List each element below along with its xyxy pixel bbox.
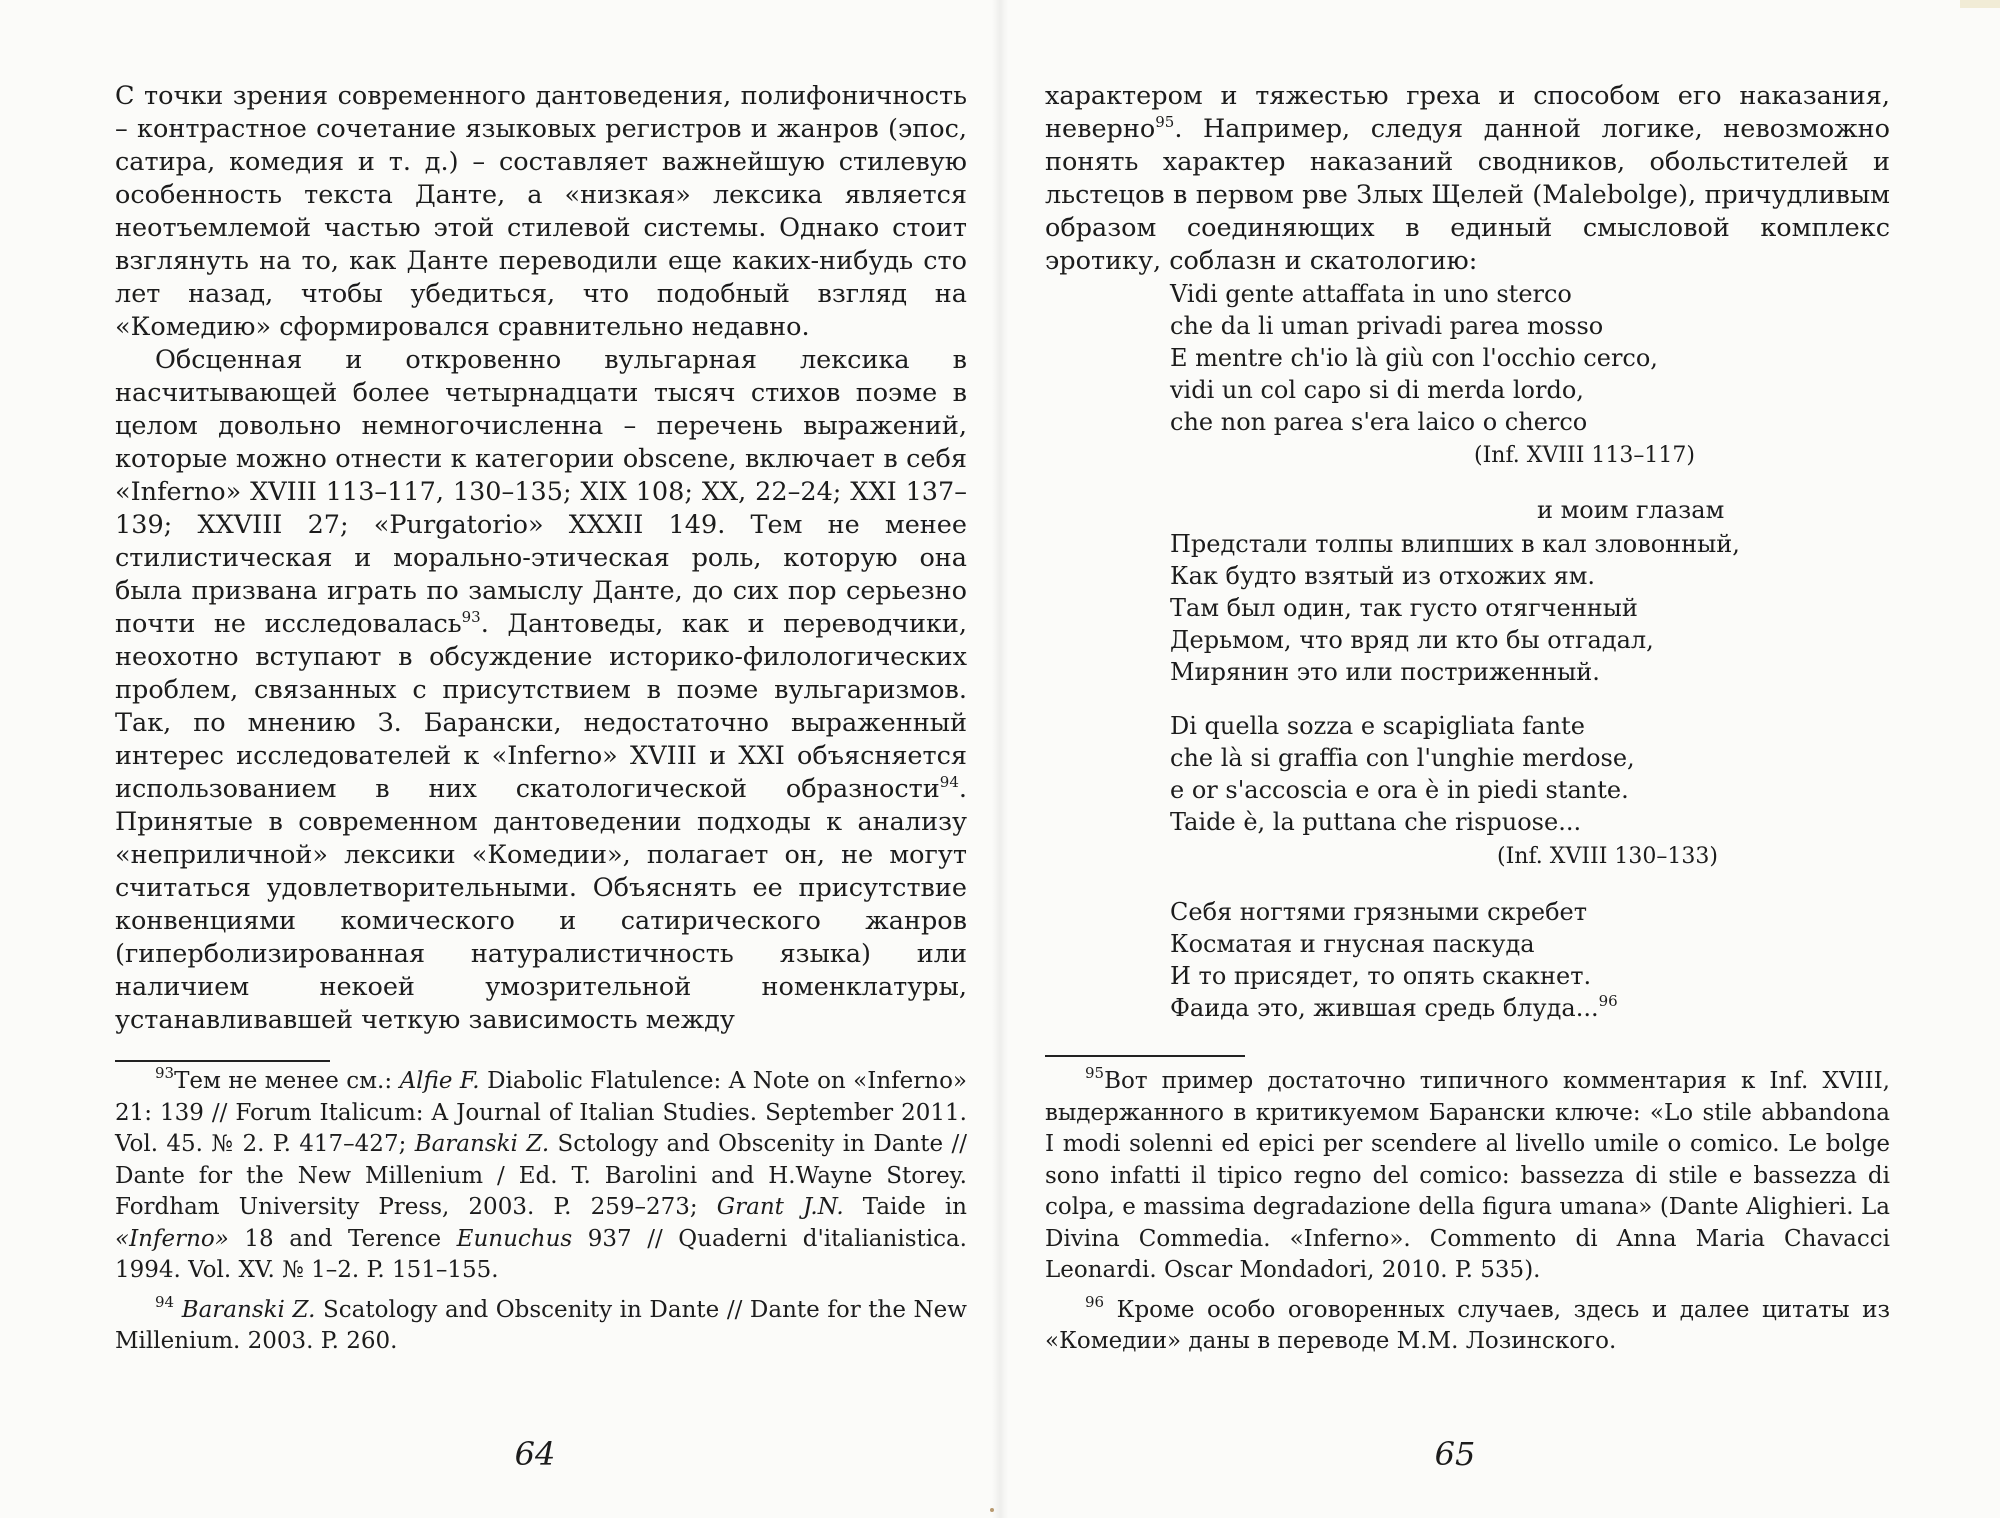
verse-line: Косматая и гнусная паскуда xyxy=(1170,930,1535,958)
footnote-96: $^{96}$ Кроме особо оговоренных случаев, здесь и далее цитаты из «Комедии» даны в переводе М.М. Лозинского. xyxy=(1045,1292,1890,1354)
left-paragraph-1: С точки зрения современного дантоведения, полифоничность – контрастное сочетание языковых регистров и жанров (эпос, сатира, комедия и т. д.) – составляет важнейшую стилевую особенность текста Данте, а «низкая» лексика является неотъемлемой частью этой стилевой системы. Однако стоит взглянуть на то, как Данте переводили еще каких-нибудь сто лет назад, чтобы убедиться, что подобный взгляд на «Комедию» сформировался сравнительно недавно. xyxy=(115,81,967,342)
footnote-94: $^{94}$ Baranski Z. Scatology and Obscenity in Dante // Dante for the New Millenium. 2003. P. 260. xyxy=(115,1292,967,1354)
verse-line: vidi un col capo si di merda lordo, xyxy=(1170,376,1584,404)
citation-2: (Inf. XVIII 130–133) xyxy=(1497,844,1718,869)
verse-line: Как будто взятый из отхожих ям. xyxy=(1170,562,1596,590)
left-footnote-rule xyxy=(115,1060,330,1062)
right-paragraph-1: характером и тяжестью греха и способом его наказания, неверно$^{95}$. Например, следуя данной логике, невозможно понять характер наказаний сводников, обольстителей и льстецов в первом рве Злых Щелей (Malebolge), причудливым образом соединяющих в единый смысловой комплекс эротику, соблазн и скатологию: xyxy=(1045,81,1890,276)
verse-block-italian-1 xyxy=(1170,278,1658,438)
verse-block-russian-1 xyxy=(1170,528,1740,688)
left-paragraph-2: Обсценная и откровенно вульгарная лексика в насчитывающей более четырнадцати тысяч стихов поэме в целом довольно немногочисленна – перечень выражений, которые можно отнести к категории obscene, включает в себя «Inferno» XVIII 113–117, 130–135; XIX 108; XX, 22–24; XXI 137–139; XXVIII 27; «Purgatorio» XXXII 149. Тем не менее стилистическая и морально-этическая роль, которую она была призвана играть по замыслу Данте, до сих пор серьезно почти не исследовалась$^{93}$. Дантоведы, как и переводчики, неохотно вступают в обсуждение историко-филологических проблем, связанных с присутствием в поэме вульгаризмов. Так, по мнению З. Барански, недостаточно выраженный интерес исследователей к «Inferno» XVIII и XXI объясняется использованием в них скатологической образности$^{94}$. Принятые в современном дантоведении подходы к анализу «неприличной» лексики «Комедии», полагает он, не могут считаться удовлетворительными. Объяснять ее присутствие конвенциями комического и сатирического жанров (гиперболизированная натуралистичность языка) или наличием некоей умозрительной номенклатуры, устанавливавшей четкую зависимость между xyxy=(115,345,967,1035)
verse-line: Taide è, la puttana che rispuose... xyxy=(1170,808,1582,836)
verse-line: che non parea s'era laico o cherco xyxy=(1170,408,1588,436)
right-body-text xyxy=(1045,80,1890,278)
left-body-text xyxy=(115,80,967,1037)
right-footnotes xyxy=(1045,1066,1890,1366)
verse-block-italian-2 xyxy=(1170,710,1635,838)
footnote-ref-94[interactable]: 94 xyxy=(939,773,959,791)
verse-line: Vidi gente attaffata in uno sterco xyxy=(1170,280,1572,308)
left-footnotes xyxy=(115,1066,967,1366)
footnote-ref-93[interactable]: 93 xyxy=(461,608,481,626)
verse-line: Предстали толпы влипших в кал зловонный, xyxy=(1170,530,1740,558)
verse-line: Себя ногтями грязными скребет xyxy=(1170,898,1588,926)
verse-line: Мирянин это или постриженный. xyxy=(1170,658,1600,686)
verse-line: Фаида это, жившая средь блуда...$^{96}$ xyxy=(1170,992,1618,1022)
footnote-ref-95[interactable]: 95 xyxy=(1155,113,1175,131)
verse-line: e or s'accoscia e ora è in piedi stante. xyxy=(1170,776,1629,804)
verse-line: Di quella sozza e scapigliata fante xyxy=(1170,712,1585,740)
verse-line: И то присядет, то опять скакнет. xyxy=(1170,962,1592,990)
verse-line: E mentre ch'io là giù con l'occhio cerco, xyxy=(1170,344,1658,372)
corner-mark xyxy=(1960,0,2000,8)
verse-line: che da li uman privadi parea mosso xyxy=(1170,312,1604,340)
footnote-ref-96[interactable]: 96 xyxy=(1598,992,1618,1010)
verse-line: che là si graffia con l'unghie merdose, xyxy=(1170,744,1635,772)
page-number-right: 65 xyxy=(1434,1435,1476,1473)
page-number-left: 64 xyxy=(514,1435,556,1473)
verse-line: Там был один, так густо отягченный xyxy=(1170,594,1638,622)
citation-1: (Inf. XVIII 113–117) xyxy=(1474,443,1695,468)
verse-lead-in: и моим глазам xyxy=(1537,496,1725,524)
paper-speck xyxy=(990,1508,994,1512)
verse-block-russian-2 xyxy=(1170,896,1618,1024)
footnote-93: $^{93}$Тем не менее см.: Alfie F. Diabolic Flatulence: A Note on «Inferno» 21: 139 // Forum Italicum: A Journal of Italian Studies. September 2011. Vol. 45. № 2. P. 417–427; Baranski Z. Sctology and Obscenity in Dante // Dante for the New Millenium / Ed. T. Barolini and H.Wayne Storey. Fordham University Press, 2003. P. 259–273; Grant J.N. Taide in «Inferno» 18 and Terence Eunuchus 937 // Quaderni d'italianistica. 1994. Vol. XV. № 1–2. P. 151–155. xyxy=(115,1064,968,1283)
right-footnote-rule xyxy=(1045,1055,1245,1057)
footnote-95: $^{95}$Вот пример достаточно типичного комментария к Inf. XVIII, выдержанного в критикуемом Барански ключе: «Lo stile abbandona I modi solenni ed epici per scendere al livello umile o comico. Le bolge sono infatti il tipico regno del comico: bassezza di stile e bassezza di colpa, e massima degradazione della figura umana» (Dante Alighieri. La Divina Commedia. «Inferno». Commento di Anna Maria Chavacci Leonardi. Oscar Mondadori, 2010. P. 535). xyxy=(1045,1064,1890,1283)
book-gutter xyxy=(992,0,1008,1518)
verse-line: Дерьмом, что вряд ли кто бы отгадал, xyxy=(1170,626,1654,654)
